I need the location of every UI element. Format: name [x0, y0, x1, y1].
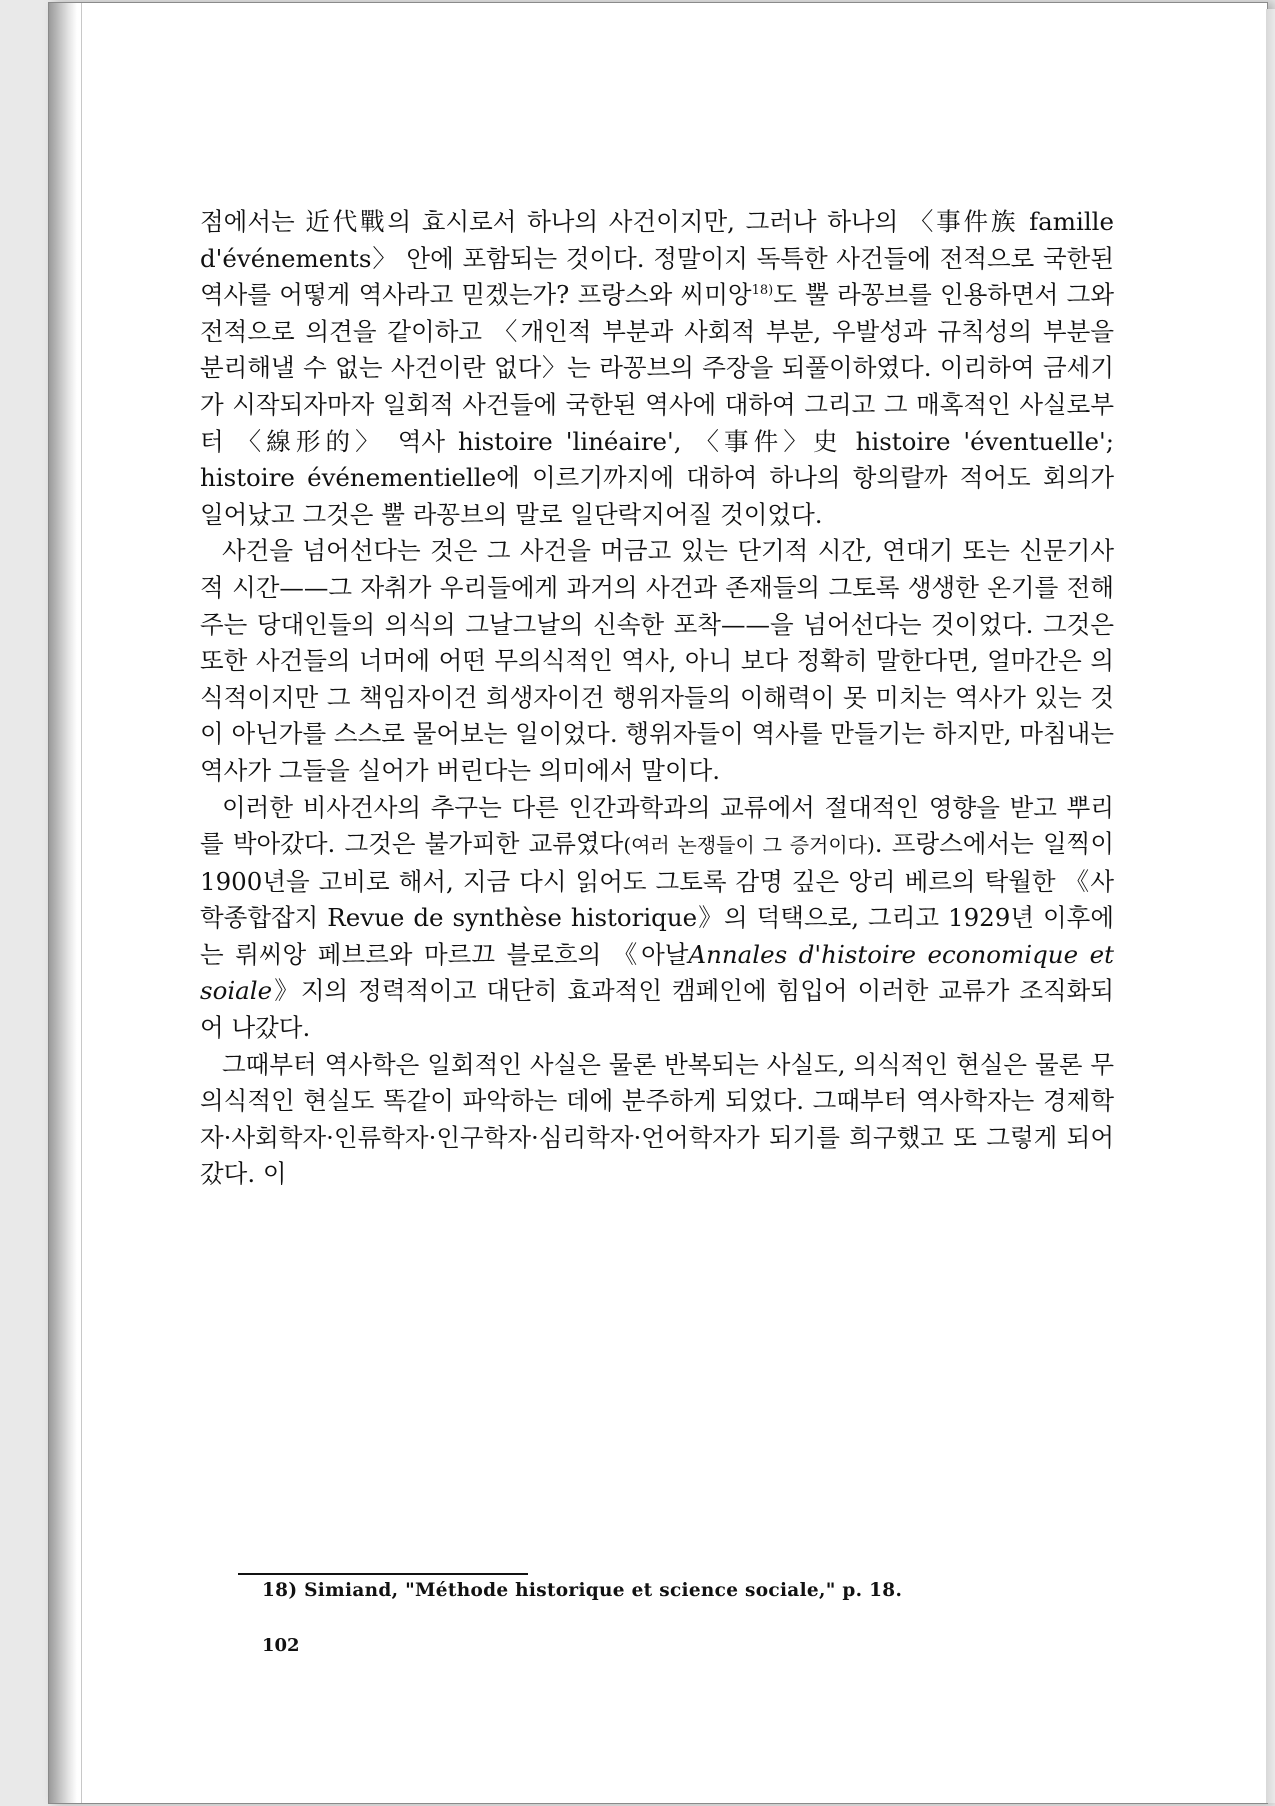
- paragraph-p1: [200, 204, 1114, 533]
- paragraph-p4: [200, 1047, 1114, 1193]
- page-edge: [1266, 9, 1275, 1803]
- footnote-rule: [238, 1573, 528, 1575]
- paragraph-p3: [200, 790, 1114, 1047]
- paragraph-text: 사건을 넘어선다는 것은 그 사건을 머금고 있는 단기적 시간, 연대기 또는 신문기사적 시간——그 자취가 우리들에게 과거의 사건과 존재들의 그토록 생생한 온기를 전해 주는 당대인들의 의식의 그날그날의 신속한 포착——을 넘어선다는 것이었다. 그것은 또한 사건들의 너머에 어떤 무의식적인 역사, 아니 보다 정확히 말한다면, 얼마간은 의식적이지만 그 책임자이건 희생자이건 행위자들의 이해력이 못 미치는 역사가 있는 것이 아닌가를 스스로 물어보는 일이었다. 행위자들이 역사를 만들기는 하지만, 마침내는 역사가 그들을 실어가 버린다는 의미에서 말이다.: [200, 536, 1115, 785]
- body-text: [200, 204, 1114, 1193]
- paragraph-text: . 프랑스에서는 일찍이 1900년을 고비로 해서, 지금 다시 읽어도 그토록 감명 깊은 앙리 베르의 탁월한 《사학종합잡지 Revue de synthèse historique》의 덕택으로, 그리고 1929년 이후에는 뤼씨앙 페브르와 마르끄 블로흐의 《아날: [200, 829, 1114, 969]
- spine-shadow: [49, 3, 77, 1803]
- footnote: 18) Simiand, "Méthode historique et science sociale," p. 18.: [262, 1580, 903, 1601]
- paragraph-text: 도 뿔 라꽁브를 인용하면서 그와 전적으로 의견을 같이하고 〈개인적 부분과 사회적 부분, 우발성과 규칙성의 부분을 분리해낼 수 없는 사건이란 없다〉는 라꽁브의 주장을 되풀이하였다. 이리하여 금세기가 시작되자마자 일회적 사건들에 국한된 역사에 대하여 그리고 그 매혹적인 사실로부터 〈線形的〉 역사 histoire 'linéaire', 〈事件〉史 histoire 'éventuelle'; histoire événementielle에 이르기까지에 대하여 하나의 항의랄까 적어도 회의가 일어났고 그것은 뿔 라꽁브의 말로 일단락지어질 것이었다.: [200, 280, 1114, 529]
- page-number: 102: [262, 1635, 300, 1656]
- paragraph-text: 점에서는 近代戰의 효시로서 하나의 사건이지만, 그러나 하나의 〈事件族 famille d'événements〉 안에 포함되는 것이다. 정말이지 독특한 사건들에 전적으로 국한된 역사를 어떻게 역사라고 믿겠는가? 프랑스와 씨미앙: [200, 207, 1114, 310]
- paragraph-text: Annales d'histoire economique et soiale: [200, 939, 1114, 1006]
- paragraph-text: (여러 논쟁들이 그 증거이다): [623, 833, 875, 858]
- paragraph-p2: [200, 533, 1114, 789]
- paragraph-text: 이러한 비사건사의 추구는 다른 인간과학과의 교류에서 절대적인 영향을 받고 뿌리를 박아갔다. 그것은 불가피한 교류였다: [200, 792, 1114, 859]
- footnote-ref: 18): [751, 283, 774, 299]
- spine-line: [81, 3, 82, 1803]
- paragraph-text: 그때부터 역사학은 일회적인 사실은 물론 반복되는 사실도, 의식적인 현실은 물론 무의식적인 현실도 똑같이 파악하는 데에 분주하게 되었다. 그때부터 역사학자는 경제학자·사회학자·인류학자·인구학자·심리학자·언어학자가 되기를 희구했고 또 그렇게 되어갔다. 이: [200, 1049, 1114, 1189]
- paragraph-text: 》지의 정력적이고 대단히 효과적인 캠페인에 힘입어 이러한 교류가 조직화되어 나갔다.: [200, 976, 1114, 1043]
